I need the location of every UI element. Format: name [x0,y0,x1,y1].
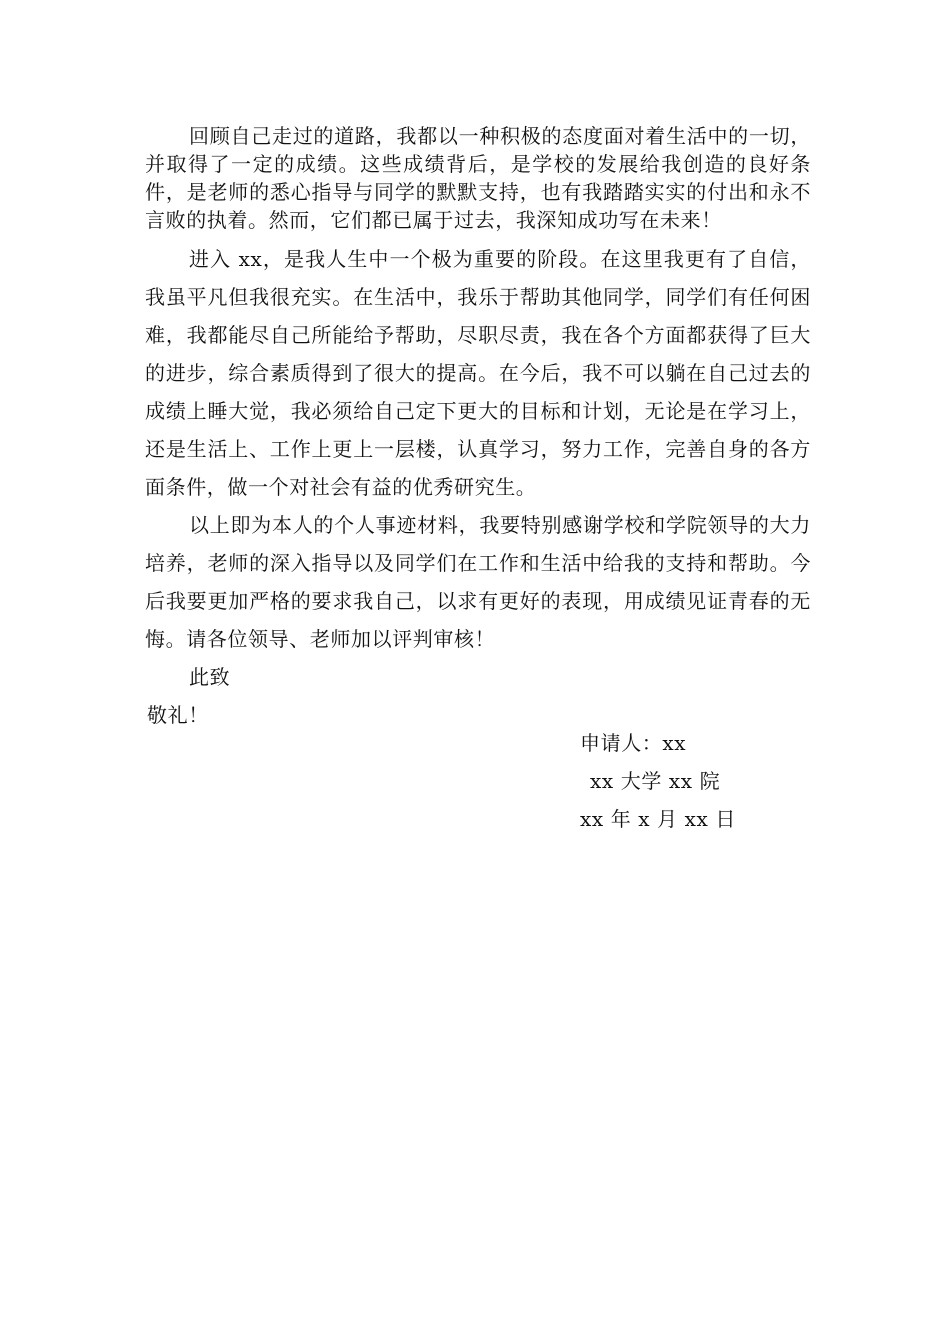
paragraph-thanks: 以上即为本人的个人事迹材料，我要特别感谢学校和学院领导的大力培养，老师的深入指导以及同学们在工作和生活中给我的支持和帮助。今后我要更加严格的要求我自己，以求有更好的表现，用成绩见证青春的无悔。请各位领导、老师加以评判审核！ [145,513,811,651]
paragraph-growth: 进入 xx，是我人生中一个极为重要的阶段。在这里我更有了自信，我虽平凡但我很充实。在生活中，我乐于帮助其他同学，同学们有任何困难，我都能尽自己所能给予帮助，尽职尽责，我在各个方面都获得了巨大的进步，综合素质得到了很大的提高。在今后，我不可以躺在自己过去的成绩上睡大觉，我必须给自己定下更大的目标和计划，无论是在学习上，还是生活上、工作上更上一层楼，认真学习，努力工作，完善自身的各方面条件，做一个对社会有益的优秀研究生。 [145,247,811,499]
letter-body [145,122,811,734]
closing-salutation: 此致 [189,665,231,689]
signature-applicant: 申请人：xx [580,731,687,755]
signature-block [580,724,810,838]
signature-institution: xx 大学 xx 院 [590,769,721,793]
signature-date: xx 年 x 月 xx 日 [580,807,736,831]
paragraph-review: 回顾自己走过的道路，我都以一种积极的态度面对着生活中的一切，并取得了一定的成绩。这些成绩背后，是学校的发展给我创造的良好条件，是老师的悉心指导与同学的默默支持，也有我踏踏实实的付出和永不言败的执着。然而，它们都已属于过去，我深知成功写在未来！ [145,124,811,232]
closing-regards: 敬礼！ [147,703,209,727]
